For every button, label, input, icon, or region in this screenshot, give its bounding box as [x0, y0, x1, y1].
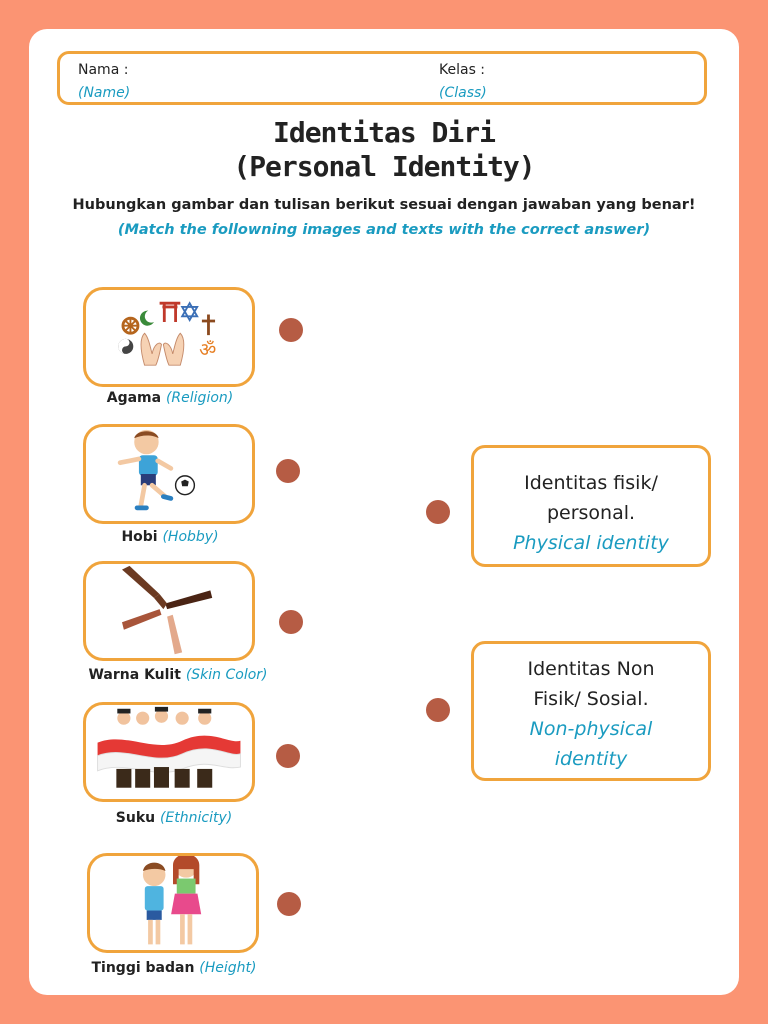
caption-translation: (Ethnicity) [159, 810, 233, 826]
match-dot-ethnicity[interactable] [276, 744, 300, 768]
caption-label: Tinggi badan [91, 960, 195, 976]
name-label: Nama : [78, 62, 129, 78]
match-dot-physical[interactable] [426, 500, 450, 524]
instruction-text: Hubungkan gambar dan tulisan berikut sesuai dengan jawaban yang benar! [72, 197, 696, 213]
caption-ethnicity [54, 810, 294, 826]
answer-text-line: Fisik/ Sosial. [533, 688, 649, 710]
page-title: Identitas Diri [272, 116, 495, 149]
match-dot-non-physical[interactable] [426, 698, 450, 722]
answer-text-line: Identitas Non [527, 658, 655, 680]
match-dot-religion[interactable] [279, 318, 303, 342]
caption-translation: (Skin Color) [185, 667, 268, 683]
image-box-ethnicity [83, 702, 255, 802]
religion-symbols-icon [86, 290, 252, 384]
answer-translation: Physical identity [513, 532, 669, 554]
caption-translation: (Religion) [165, 390, 234, 406]
answer-box-non-physical [471, 641, 711, 781]
caption-label: Hobi [121, 529, 158, 545]
caption-religion [50, 390, 290, 406]
match-dot-height[interactable] [277, 892, 301, 916]
caption-label: Suku [115, 810, 156, 826]
caption-skin-color [58, 667, 298, 683]
image-box-skin-color [83, 561, 255, 661]
image-box-hobby [83, 424, 255, 524]
name-class-box [57, 51, 707, 105]
answer-text-line: Identitas fisik/ [524, 472, 658, 494]
answer-box-physical [471, 445, 711, 567]
match-dot-hobby[interactable] [276, 459, 300, 483]
ethnic-group-icon [86, 705, 252, 799]
caption-height [54, 960, 294, 976]
image-box-height [87, 853, 259, 953]
svg-text:ॐ: ॐ [199, 339, 217, 361]
class-field[interactable]: (Class) [439, 85, 487, 101]
instruction-translation: (Match the followning images and texts with the correct answer) [117, 222, 651, 238]
page-subtitle: (Personal Identity) [233, 150, 535, 183]
children-height-icon [90, 856, 256, 950]
caption-hobby [50, 529, 290, 545]
name-field[interactable]: (Name) [78, 85, 131, 101]
caption-label: Agama [106, 390, 162, 406]
caption-translation: (Height) [199, 960, 257, 976]
hands-together-icon [86, 564, 252, 658]
caption-label: Warna Kulit [88, 667, 181, 683]
image-box-religion [83, 287, 255, 387]
soccer-boy-icon [86, 427, 252, 521]
match-dot-skin-color[interactable] [279, 610, 303, 634]
answer-translation: identity [554, 748, 628, 770]
answer-translation: Non-physical [529, 718, 653, 740]
answer-text-line: personal. [546, 502, 636, 524]
class-label: Kelas : [439, 62, 486, 78]
caption-translation: (Hobby) [162, 529, 219, 545]
